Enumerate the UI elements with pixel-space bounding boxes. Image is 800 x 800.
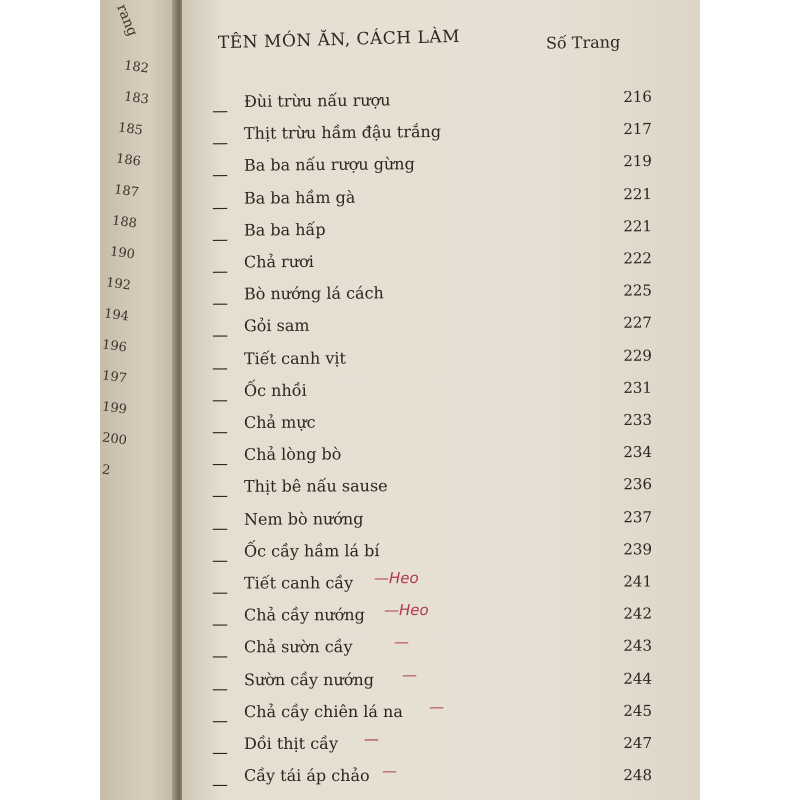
- table-row: [212, 443, 652, 475]
- table-row: [211, 601, 653, 636]
- page-number: 231: [623, 378, 653, 397]
- dish-name: Chả lòng bò: [243, 444, 342, 465]
- dish-name: Chả sườn cầy: [243, 637, 353, 657]
- dish-name: Ốc cầy hầm lá bí: [243, 540, 380, 561]
- dish-name: Đùi trừu nấu rượu: [243, 90, 391, 111]
- entry-dash: —: [211, 710, 229, 730]
- left-page-number: 199: [101, 399, 128, 418]
- page-number: 243: [623, 637, 653, 656]
- table-row: [212, 152, 652, 186]
- dish-name: Tiết canh cầy: [243, 573, 354, 593]
- book-photo: [100, 0, 700, 800]
- dish-name: Sườn cầy nướng: [243, 669, 374, 689]
- page-number: 229: [623, 346, 653, 365]
- page-number: 245: [623, 701, 653, 720]
- table-row: [212, 730, 652, 764]
- page-number: 219: [623, 152, 653, 171]
- dish-name: Gỏi sam: [243, 316, 310, 336]
- table-row: [212, 217, 652, 251]
- table-row: [212, 120, 652, 154]
- page-number: 227: [623, 313, 653, 333]
- table-row: [212, 282, 652, 315]
- dish-name: Dồi thịt cầy: [244, 734, 338, 753]
- entry-dash: —: [211, 357, 229, 377]
- page-number: 237: [623, 507, 653, 526]
- table-row: [211, 665, 653, 699]
- left-page-number: 190: [109, 244, 136, 263]
- handwritten-note: —: [401, 665, 417, 684]
- table-row: [212, 475, 652, 507]
- handwritten-note: —Heo: [373, 569, 419, 588]
- page-number: 225: [623, 281, 653, 300]
- page-number: 216: [623, 87, 653, 106]
- table-row: [212, 540, 652, 571]
- left-page-number: 186: [115, 151, 142, 170]
- page-number: 221: [623, 216, 653, 236]
- entry-dash: —: [211, 101, 229, 121]
- table-row: [212, 249, 652, 282]
- table-row: [212, 314, 652, 347]
- dish-name: Ba ba hấp: [243, 219, 326, 240]
- dish-name: Chả mực: [243, 412, 316, 432]
- entry-dash: —: [211, 261, 229, 281]
- entry-dash: —: [211, 582, 229, 602]
- table-row: [211, 697, 653, 732]
- left-page-number: 182: [123, 58, 150, 77]
- entry-dash: —: [211, 678, 229, 698]
- entry-dash: —: [211, 646, 229, 666]
- page-number: 222: [623, 249, 653, 268]
- dish-name: Ba ba hầm gà: [243, 187, 356, 208]
- entry-dash: —: [211, 389, 229, 410]
- page-number: 247: [623, 734, 652, 752]
- left-page-number: 194: [103, 306, 130, 325]
- left-page-number: 185: [117, 120, 144, 139]
- page-number: 244: [623, 669, 653, 688]
- dish-name: Bò nướng lá cách: [243, 283, 384, 304]
- handwritten-note: —: [393, 633, 409, 652]
- entry-dash: —: [211, 454, 229, 474]
- left-page-number: 197: [101, 368, 128, 387]
- entry-dash: —: [211, 197, 229, 217]
- column-header-title: TÊN MÓN ĂN, CÁCH LÀM: [217, 26, 461, 54]
- dish-name: Ba ba nấu rượu gừng: [243, 154, 415, 176]
- entry-dash: —: [211, 518, 229, 538]
- dish-name: Chả cầy nướng: [243, 605, 365, 625]
- entry-dash: —: [211, 422, 229, 442]
- entry-dash: —: [212, 743, 228, 762]
- page-number: 239: [623, 540, 653, 559]
- entry-dash: —: [211, 775, 229, 795]
- entry-dash: —: [211, 293, 229, 313]
- dish-name: Cầy tái áp chảo: [243, 766, 370, 786]
- left-page-number: 196: [101, 337, 128, 356]
- page-number: 248: [623, 766, 653, 785]
- left-page-number: 2: [100, 462, 112, 479]
- left-page-number: 200: [101, 430, 128, 449]
- page-number: 234: [623, 443, 653, 462]
- table-row: [212, 346, 652, 379]
- dish-name: Nem bò nướng: [243, 508, 364, 529]
- table-row: [211, 762, 653, 796]
- page-number: 233: [623, 410, 653, 429]
- page-number: 221: [623, 184, 653, 203]
- handwritten-note: —: [428, 697, 444, 716]
- dish-name: Chả rươi: [243, 251, 314, 272]
- table-row: [212, 88, 652, 123]
- table-row: [212, 379, 652, 412]
- column-header-page: Số Trang: [545, 32, 621, 53]
- entry-dash: —: [211, 614, 229, 634]
- handwritten-note: —Heo: [383, 601, 429, 620]
- dish-name: Ốc nhồi: [243, 380, 307, 400]
- table-row: [211, 633, 653, 668]
- page-number: 217: [623, 119, 653, 139]
- table-row: [212, 508, 652, 540]
- table-row: [211, 569, 653, 603]
- dish-name: Chả cầy chiên lá na: [243, 701, 403, 721]
- left-page-number: 187: [113, 182, 140, 201]
- page-number: 241: [623, 572, 653, 591]
- table-row: [212, 185, 652, 219]
- left-page-number: 183: [123, 89, 150, 108]
- entry-dash: —: [211, 229, 229, 249]
- dish-name: Thịt bê nấu sause: [243, 476, 388, 497]
- left-page-number: 192: [105, 275, 132, 294]
- entry-dash: —: [211, 486, 229, 506]
- left-page-number: 188: [111, 213, 138, 232]
- entry-dash: —: [211, 165, 229, 185]
- handwritten-note: —: [364, 730, 379, 748]
- entry-dash: —: [211, 550, 229, 570]
- dish-name: Thịt trừu hầm đậu trắng: [243, 122, 442, 144]
- dish-name: Tiết canh vịt: [243, 348, 346, 368]
- left-page: [100, 0, 180, 800]
- left-page-header: rang: [113, 2, 141, 39]
- page-number: 236: [623, 475, 653, 494]
- right-page: [182, 0, 700, 800]
- table-row: [212, 411, 652, 443]
- entry-dash: —: [211, 133, 229, 153]
- handwritten-note: —: [382, 762, 398, 781]
- entry-dash: —: [211, 325, 229, 345]
- page-number: 242: [623, 604, 653, 623]
